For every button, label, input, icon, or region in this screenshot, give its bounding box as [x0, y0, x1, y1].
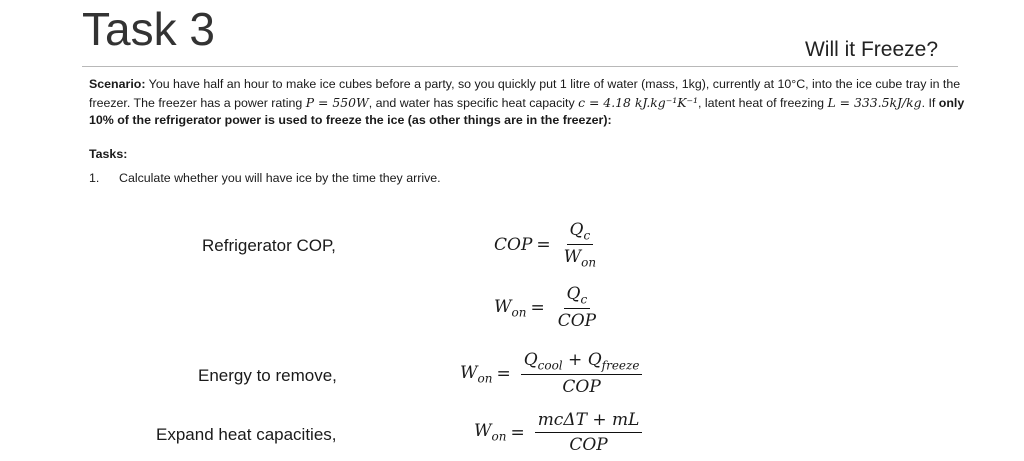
eq-lhs: COP: [494, 234, 533, 255]
eq-fraction: [535, 410, 643, 455]
eq-lhs: W: [474, 421, 492, 442]
tasks-heading: Tasks:: [89, 147, 128, 161]
scenario-text-1: You have half an hour to make ice cubes before a party, so you quickly put 1 litre of water (mass, 1kg), currently at 10°C, into the ice cube tray in the freezer. The freezer has a power rating: [89, 77, 961, 110]
eq-fraction: $\frac{Q_c}{\text{COP}}$: [557, 284, 597, 332]
scenario-text-4: . If: [921, 95, 939, 110]
latent-heat: L = 333.5kJ/kg: [827, 94, 922, 110]
eq-denominator: COP: [562, 377, 601, 398]
power-rating: P = 550W: [305, 94, 369, 110]
equation-cop: COP = $\frac{Q_c}{W_{on}}$: [494, 220, 599, 270]
eq-lhs: W: [494, 296, 512, 317]
task-text: Calculate whether you will have ice by the time they arrive.: [119, 171, 441, 185]
scenario-label: Scenario:: [89, 77, 146, 91]
heat-capacity: c = 4.18 kJ.kg⁻¹K⁻¹: [578, 94, 698, 110]
equation-won: $W_{on}$ = $\frac{Q_c}{\text{COP}}$: [494, 284, 599, 331]
scenario-text-2: , and water has specific heat capacity: [368, 95, 579, 110]
eq-numerator: Q: [569, 220, 584, 240]
eq-fraction: $\frac{Q_{cool} + Q_{freeze}}{\text{COP}}$: [521, 350, 643, 397]
eq-fraction: $\frac{Q_c}{W_{on}}$: [563, 220, 597, 270]
equation-energy: $W_{on}$ = $\frac{Q_{cool} + Q_{freeze}}{\text{COP}}$: [460, 350, 642, 397]
title-divider: [82, 66, 958, 67]
eq-denominator: COP: [569, 435, 608, 455]
eq-denominator: W: [563, 247, 582, 268]
scenario-bold-condition: only 10% of the refrigerator power is used to freeze the ice (as other things are in the freezer):: [89, 95, 965, 127]
eq-numerator: mcΔT + mL: [537, 410, 640, 430]
page-subtitle: Will it Freeze?: [804, 38, 938, 61]
eq-denominator: COP: [557, 311, 597, 332]
equation-label-expand: Expand heat capacities,: [156, 425, 337, 444]
eq-numerator: Q: [566, 284, 581, 304]
eq-lhs: W: [460, 362, 478, 383]
scenario-paragraph: [89, 76, 965, 130]
equation-expand: $W_{on}$ = $\frac{\text{mcΔT + mL}}{\text{COP}}$: [474, 410, 642, 455]
equation-label-cop: Refrigerator COP,: [202, 236, 336, 255]
scenario-text-3: , latent heat of freezing: [698, 95, 828, 110]
equation-label-energy: Energy to remove,: [198, 366, 337, 385]
task-item: [89, 171, 441, 185]
page-title: Task 3: [82, 3, 215, 55]
task-number: 1.: [89, 171, 100, 185]
